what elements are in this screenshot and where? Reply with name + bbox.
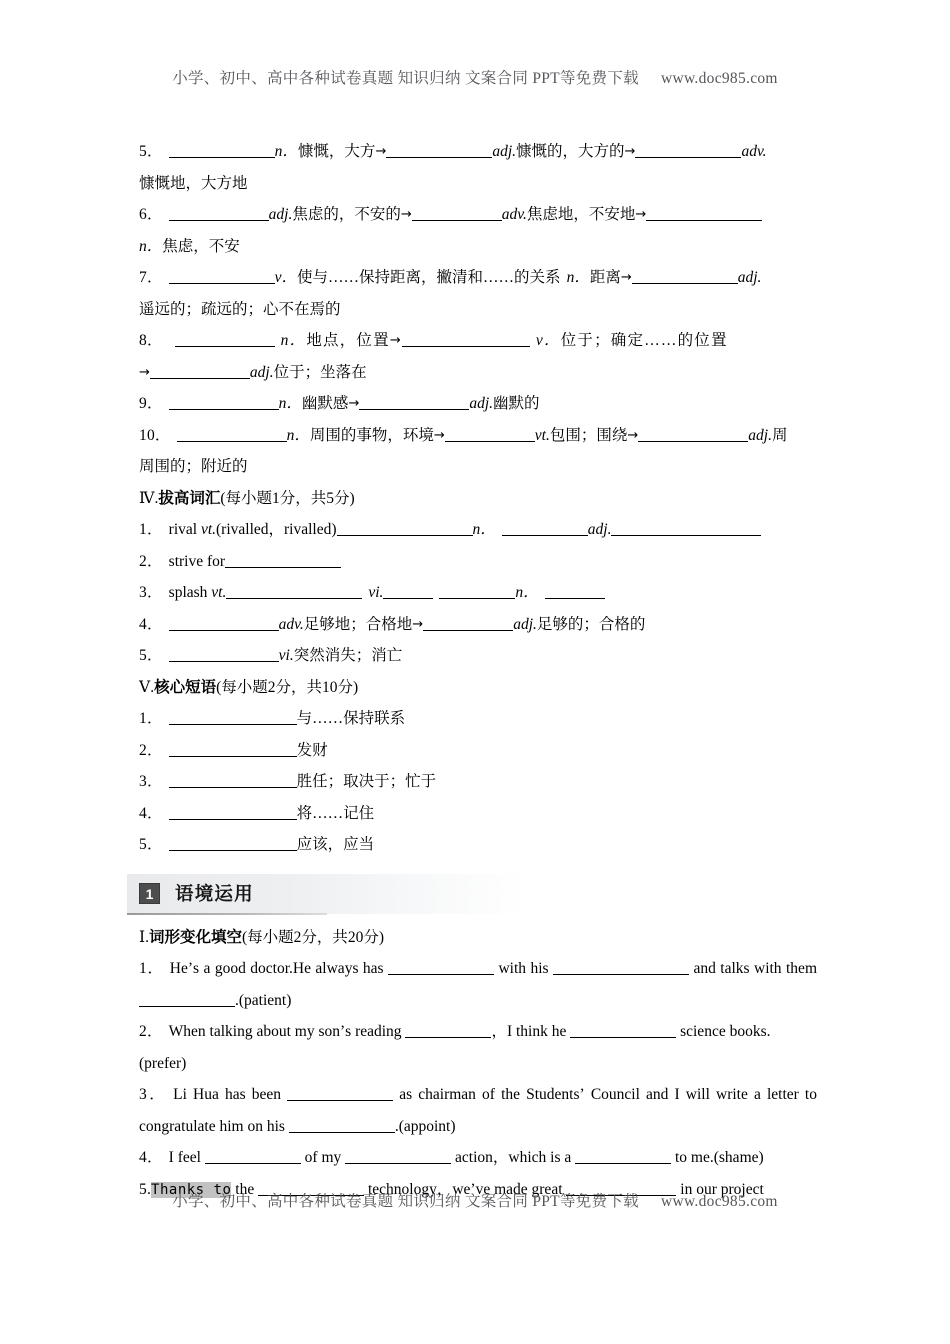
apostrophe: ’ [470,1180,476,1198]
header-watermark [0,66,950,88]
pos-label: n． [286,426,310,444]
item-number: 5． [139,647,163,664]
fill-item-4 [139,1142,817,1174]
answer-blank[interactable] [139,992,235,1007]
answer-blank[interactable] [169,395,279,410]
answer-blank[interactable] [205,1149,301,1164]
answer-blank[interactable] [169,616,279,631]
gloss-text: 足够地；合格地 [303,615,413,633]
section-score: (每小题1分，共5分) [220,489,355,507]
word-item-5-cont [139,168,817,200]
context-application-banner [139,874,817,920]
phrase-item-5 [139,829,817,861]
gloss-text: 位于；确定……的位置 [560,332,728,349]
banner-title: 语境运用 [175,882,254,904]
watermark-url: www.doc985.com [660,1193,778,1210]
arrow-icon: → [348,396,360,411]
answer-blank[interactable] [226,584,362,599]
arrow-icon: → [624,144,636,159]
pos-label: adj. [268,206,293,223]
answer-blank[interactable] [289,1118,395,1133]
answer-blank[interactable] [169,742,297,757]
item-number: 3． [139,1086,168,1103]
pos-label: adj. [469,395,494,412]
item-number: 6． [139,206,163,223]
pos-label: adj. [748,426,772,444]
answer-blank[interactable] [177,427,287,442]
answer-blank[interactable] [570,1023,676,1038]
arrow-icon: → [433,427,445,443]
footer-watermark [0,1189,950,1211]
answer-blank[interactable] [345,1149,451,1164]
pos-label: n． [515,584,539,601]
highlighted-phrase[interactable]: Thanks to [151,1181,232,1198]
pos-label: vt. [534,426,550,444]
item-number: 5． [139,143,163,160]
sentence-text: in our project [676,1180,764,1198]
pos-label: v． [274,269,298,286]
fill-item-2 [139,1016,817,1048]
section-dot: . [145,928,149,946]
gloss-text: 使与……保持距离，撇清和……的关系 [297,269,561,286]
item-number: 4． [139,1149,163,1166]
phrase-item-4 [139,798,817,830]
watermark-url: www.doc985.com [660,70,778,87]
gloss-text: 幽默感 [301,395,349,412]
gloss-text: 位于；坐落在 [273,363,367,381]
sentence-text: When talking about my son [168,1023,340,1040]
answer-blank[interactable] [405,1023,491,1038]
gloss-text: 包围；围绕 [549,426,628,444]
arrow-icon: → [620,270,632,285]
gloss-text: 应该，应当 [296,836,375,853]
section-title: 核心短语 [154,678,217,696]
answer-blank[interactable] [169,773,297,788]
section-roman: Ⅴ [139,678,151,696]
item-number: 2． [139,1023,163,1040]
item-number: 1． [139,710,163,727]
answer-blank[interactable] [169,269,275,284]
answer-blank[interactable] [632,269,738,284]
gloss-text: 距离 [589,269,621,286]
vocab-word: splash [168,584,212,601]
word-item-9 [139,388,817,420]
apostrophe: ’ [579,1086,585,1103]
sentence-text: s a good doctor.He always has [193,960,389,977]
vocab-word: rival [168,521,201,538]
answer-blank[interactable] [412,206,502,221]
section-title: 词形变化填空 [149,928,243,946]
item-number: 9． [139,395,163,412]
item-number: 1． [139,521,163,538]
gloss-text: 周 [771,426,788,444]
pos-label: n． [280,332,307,349]
pos-label: vt. [200,521,216,538]
pos-label: adv. [278,615,304,633]
arrow-icon: → [635,207,647,222]
sentence-text: and talks with them [689,960,817,977]
item-number: 5． [139,836,163,853]
arrow-icon: → [389,333,402,348]
pos-label: vt. [211,584,227,601]
sentence-text: the [231,1180,259,1198]
answer-blank[interactable] [383,584,433,599]
fill-item-2-cont [139,1048,817,1080]
answer-blank[interactable] [169,143,275,158]
pos-label: adv. [741,143,767,160]
answer-blank[interactable] [150,364,250,379]
gloss-text: 焦虑，不安 [162,237,240,255]
answer-blank[interactable] [553,960,689,975]
pos-label: vi. [278,647,294,664]
pos-label: adj. [492,143,517,160]
answer-blank[interactable] [445,427,535,442]
sentence-text: science books. [676,1023,771,1040]
gloss-text: 与……保持联系 [296,710,406,727]
word-item-8-cont [139,357,817,389]
gloss-text: 将……记住 [296,804,375,822]
watermark-text: 小学、初中、高中各种试卷真题 知识归纳 文案合同 PPT等免费下载 [172,1193,639,1210]
advanced-item-2 [139,546,817,578]
pos-label: n． [274,143,298,160]
word-item-7 [139,262,817,294]
sentence-text: I feel [168,1149,205,1166]
answer-blank[interactable] [169,710,297,725]
advanced-item-4 [139,609,817,641]
gloss-text: 幽默的 [493,395,540,412]
gloss-text: 发财 [296,741,328,759]
pos-label: v． [535,332,561,349]
arrow-icon: → [375,144,387,159]
banner-underline [127,913,327,915]
answer-blank[interactable] [423,616,513,631]
arrow-icon: → [400,207,412,222]
sentence-text: ve made great [475,1180,567,1198]
pos-label: n． [278,395,302,412]
banner-number-badge: 1 [139,883,160,904]
phrase-item-3 [139,766,817,798]
section-roman: Ⅰ [139,928,146,946]
item-number: 5. [139,1180,152,1198]
answer-blank[interactable] [169,206,269,221]
sentence-text: (prefer) [139,1054,187,1072]
sentence-text: s reading [345,1023,406,1040]
section-dot: . [150,678,155,696]
item-number: 1． [139,960,164,977]
gloss-text: 足够的；合格的 [536,615,646,633]
answer-blank[interactable] [225,553,341,568]
answer-blank[interactable] [169,647,279,662]
section-score: (每小题2分，共20分) [242,928,385,946]
answer-blank[interactable] [545,584,605,599]
sentence-text: as chairman of the Students [393,1086,580,1103]
sentence-text: with his [494,960,554,977]
pos-label: adj. [249,363,274,381]
answer-blank[interactable] [439,584,515,599]
gloss-text: 慷慨的，大方的 [516,143,625,160]
answer-blank[interactable] [502,521,588,536]
gloss-text: 遥远的；疏远的；心不在焉的 [139,300,341,318]
pos-label: adj. [737,269,762,286]
sentence-text: .(patient) [235,991,292,1009]
answer-blank[interactable] [386,143,492,158]
word-item-10-cont [139,451,817,483]
gloss-text: 胜任；取决于；忙于 [296,773,437,790]
item-number: 3． [139,773,163,790]
section-dot: . [154,489,159,507]
pos-label: adv. [501,206,527,223]
sentence-text: Council and I will write a letter to congratulate him on his [139,1086,817,1135]
item-number: 2． [139,552,163,570]
word-item-5 [139,136,817,168]
vocab-word: strive for [168,552,226,570]
answer-blank[interactable] [287,1086,393,1101]
section-heading-i [139,922,817,954]
section-title: 拔高词汇 [158,489,221,507]
gloss-text: 慷慨，大方 [297,143,376,160]
answer-blank[interactable] [359,395,469,410]
advanced-item-1 [139,514,817,546]
answer-blank[interactable] [575,1149,671,1164]
pos-label: n． [139,237,163,255]
answer-blank[interactable] [635,143,741,158]
word-item-6-cont [139,231,817,263]
apostrophe: ’ [340,1023,346,1040]
item-number: 4． [139,615,163,633]
answer-blank[interactable] [388,960,494,975]
fill-item-3 [139,1079,817,1142]
gloss-text: 焦虑的，不安的 [292,206,401,223]
answer-blank[interactable] [169,836,297,851]
sentence-text: .(appoint) [394,1117,456,1135]
section-score: (每小题2分，共10分) [216,678,359,696]
phrase-item-1 [139,703,817,735]
sentence-text: to me.(shame) [671,1149,764,1166]
arrow-icon: → [139,364,150,380]
gloss-text: 慷慨地，大方地 [139,174,248,192]
word-item-8 [139,325,817,357]
pos-label: adj. [587,521,612,538]
apostrophe: ’ [187,960,194,977]
answer-blank[interactable] [611,521,761,536]
gloss-text: 周围的；附近的 [139,458,248,475]
gloss-text: 地点，位置 [306,332,390,349]
arrow-icon: → [412,616,424,632]
word-item-6 [139,199,817,231]
item-number: 4． [139,804,163,822]
answer-blank[interactable] [402,332,530,347]
gloss-text: 周围的事物，环境 [309,426,434,444]
word-item-7-cont [139,294,817,326]
sentence-text: action，which is a [451,1149,576,1166]
advanced-item-5 [139,640,817,672]
answer-blank[interactable] [646,206,762,221]
section-roman: Ⅳ [139,489,155,507]
pos-label: n． [566,269,590,286]
item-number: 2． [139,741,163,759]
pos-label: adj. [513,615,537,633]
sentence-text: of my [300,1149,346,1166]
watermark-text: 小学、初中、高中各种试卷真题 知识归纳 文案合同 PPT等免费下载 [172,70,639,87]
section-heading-iv [139,483,817,515]
arrow-icon: → [627,427,639,443]
sentence-text: Li Hua has been [173,1086,288,1103]
answer-blank[interactable] [638,427,748,442]
section-heading-v [139,672,817,704]
document-content [139,136,817,1206]
pos-label: n． [472,521,496,538]
pos-label: vi. [368,584,384,601]
answer-blank[interactable] [337,521,473,536]
sentence-text: ，I think he [491,1023,571,1040]
fill-item-1 [139,953,817,1016]
gloss-text: 焦虑地，不安地 [526,206,636,223]
item-number: 8． [139,332,163,349]
phrase-item-2 [139,735,817,767]
item-number: 10． [139,426,171,444]
sentence-text: He [169,960,188,977]
item-number: 3． [139,584,163,601]
answer-blank[interactable] [175,332,275,347]
gloss-text: 突然消失；消亡 [293,647,403,664]
answer-blank[interactable] [169,805,297,820]
item-number: 7． [139,269,163,286]
verb-forms: (rivalled，rivalled) [216,521,337,538]
sentence-text: technology，we [364,1180,471,1198]
word-item-10 [139,420,817,452]
advanced-item-3 [139,577,817,609]
